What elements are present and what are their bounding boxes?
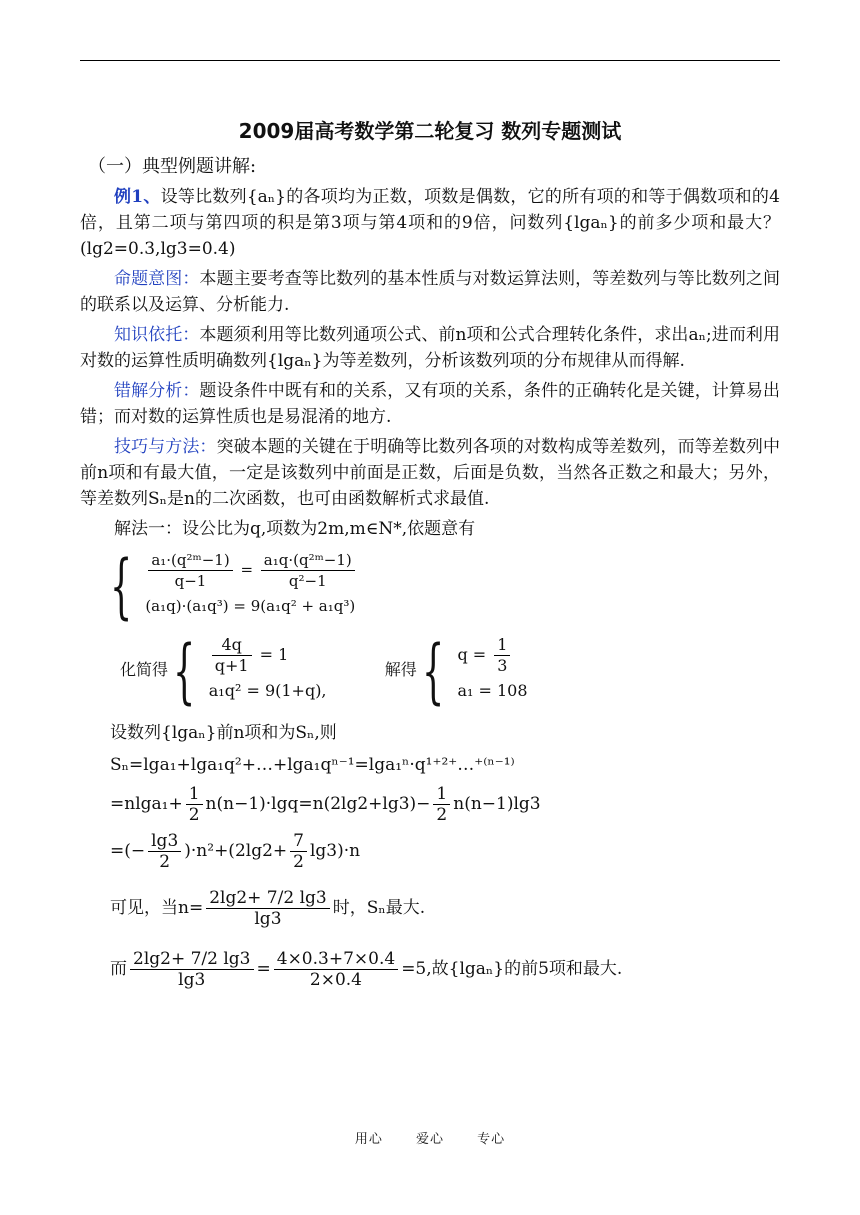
simplify-label: 化简得 [120, 660, 169, 679]
header-rule [80, 60, 780, 61]
example-label: 例1、 [114, 187, 161, 207]
basis-paragraph [80, 322, 780, 374]
document-body [80, 118, 780, 990]
method-label: 技巧与方法： [114, 437, 217, 457]
page-title: 2009届高考数学第二轮复习 数列专题测试 [238, 119, 622, 143]
section-heading: （一）典型例题讲解: [88, 156, 257, 177]
page-footer [0, 1128, 860, 1147]
simplified-system: 化简得 { $\frac{4q}{q+1}$ = 1 a₁q² = 9(1+q), 解得 { q = $\frac{1}{3}$ a₁ = 108 [120, 629, 528, 712]
intent-label: 命题意图： [114, 269, 200, 289]
example-text: 设等比数列{aₙ}的各项均为正数，项数是偶数，它的所有项的和等于偶数项和的4倍，且第二项与第四项的积是第3项与第4项和的9倍，问数列{lgaₙ}的前多少项和最大？(lg2=0.3,lg3=0.4) [80, 187, 780, 259]
error-paragraph [80, 378, 780, 430]
max-condition: 可见，当n= $\frac{2\lg 2+ 7/2 \lg 3}{\lg 3}$ 时，Sₙ最大. [110, 888, 426, 929]
basis-label: 知识依托： [114, 325, 200, 345]
sum-intro: 设数列{lgaₙ}前n项和为Sₙ,则 [110, 723, 337, 743]
sum-line-1: Sₙ=lga₁+lga₁q²+…+lga₁qⁿ⁻¹=lga₁ⁿ·q¹⁺²⁺…⁺⁽ⁿ⁻¹⁾ [110, 755, 515, 775]
left-brace: { [110, 544, 133, 627]
intent-paragraph [80, 266, 780, 318]
method-paragraph [80, 434, 780, 512]
equation-2: (a₁q)·(a₁q³) = 9(a₁q² + a₁q³) [145, 597, 356, 615]
final-line: 而 $\frac{2\lg 2+ 7/2 \lg 3}{\lg 3}$ = $\frac{4\times 0.3+7\times 0.4}{2\times 0.4}$ =5,故{lgaₙ}的前5项和最大. [110, 949, 623, 990]
method-text: 突破本题的关键在于明确等比数列各项的对数构成等差数列，而等差数列中前n项和有最大值，一定是该数列中前面是正数，后面是负数，当然各正数之和最大；另外，等差数列Sₙ是n的二次函数，也可由函数解析式求最值. [80, 437, 781, 509]
solve-label: 解得 [384, 660, 417, 679]
error-text: 题设条件中既有和的关系，又有项的关系，条件的正确转化是关键，计算易出错；而对数的运算性质也是易混淆的地方. [80, 381, 781, 427]
basis-text: 本题须利用等比数列通项公式、前n项和公式合理转化条件，求出aₙ;进而利用对数的运算性质明确数列{lgaₙ}为等差数列，分析该数列项的分布规律从而得解. [80, 325, 780, 371]
intent-text: 本题主要考查等比数列的基本性质与对数运算法则，等差数列与等比数列之间的联系以及运算、分析能力. [80, 269, 781, 315]
sum-line-3: =(− $\frac{\lg 3}{2}$ )·n²+(2lg2+ $\frac{7}{2}$ lg3)·n [110, 831, 361, 872]
footer-item: 爱心 [415, 1132, 444, 1147]
footer-item: 用心 [354, 1132, 383, 1147]
solution-intro: 解法一：设公比为q,项数为2m,m∈N*,依题意有 [114, 519, 476, 539]
sum-line-2: =nlga₁+ $\frac{1}{2}$ n(n−1)·lgq=n(2lg2+lg3)− $\frac{1}{2}$ n(n−1)lg3 [110, 784, 541, 825]
example-paragraph [80, 184, 780, 262]
equation-system-1: { $\frac{\text{a₁·(q²ᵐ−1)}}{q-1}$ = $\frac{\text{a₁q·(q²ᵐ−1)}}{\text{q²−1}}$ (a₁q)·(a₁q³) = 9(a₁q² + a₁q³) [110, 550, 780, 621]
error-label: 错解分析： [114, 381, 200, 401]
footer-item: 专心 [477, 1132, 506, 1147]
